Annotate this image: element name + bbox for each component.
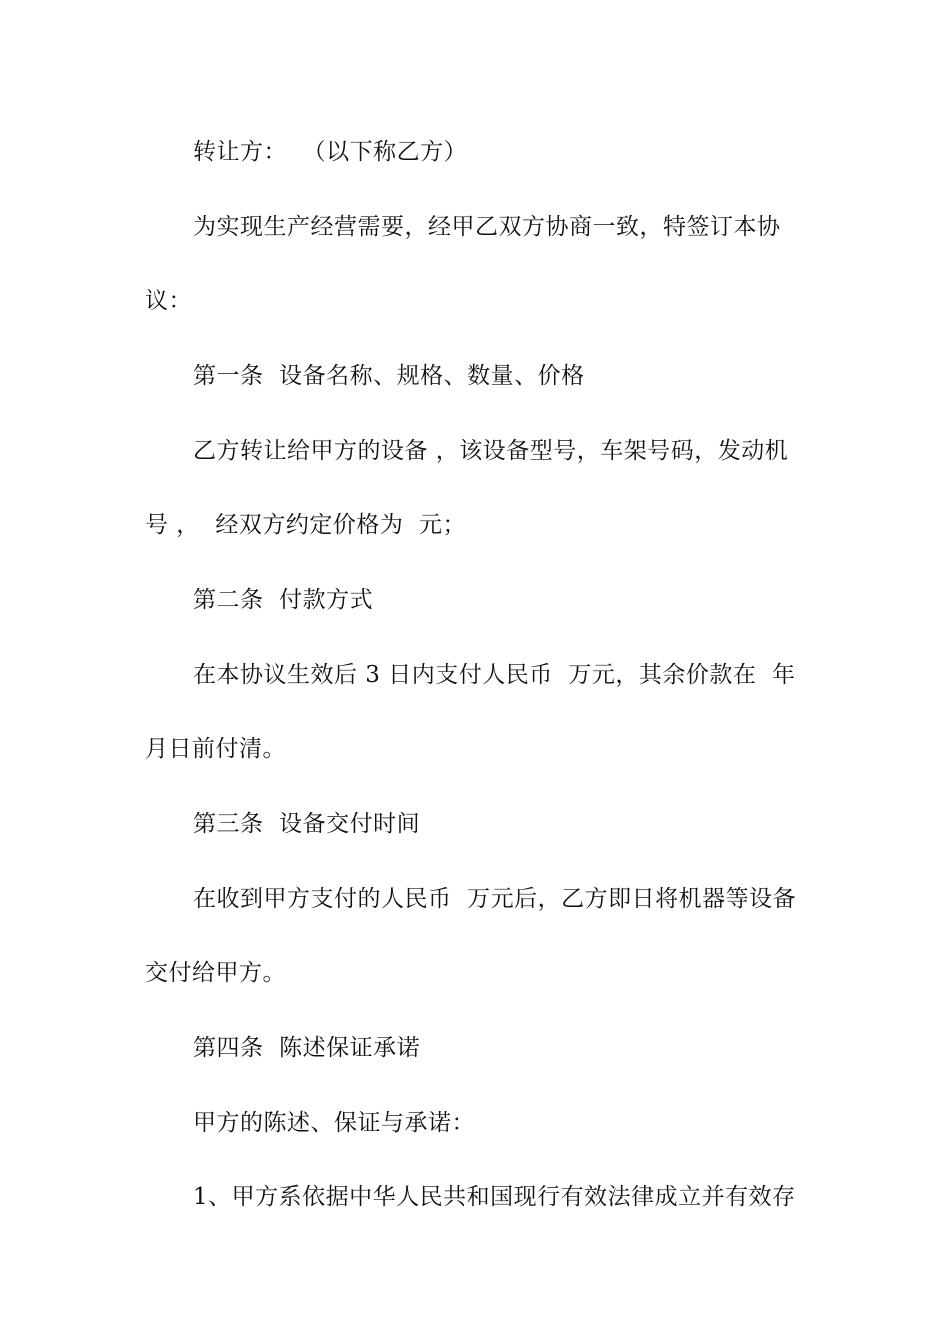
article-3-text-line-1: 在收到甲方支付的人民币 万元后，乙方即日将机器等设备 xyxy=(193,886,797,912)
article-2-heading: 第二条 付款方式 xyxy=(193,587,374,613)
article-1-text-line-1: 乙方转让给甲方的设备 ，该设备型号，车架号码，发动机 xyxy=(193,438,789,464)
article-3-heading: 第三条 设备交付时间 xyxy=(193,811,421,837)
preamble-line-1: 为实现生产经营需要，经甲乙双方协商一致，特签订本协 xyxy=(193,214,781,240)
transferor-line: 转让方： （以下称乙方） xyxy=(193,139,468,165)
article-2-text-line-1: 在本协议生效后 3 日内支付人民币 万元，其余价款在 年 xyxy=(193,662,796,688)
article-1-text-line-2: 号 ， 经双方约定价格为 元； xyxy=(145,512,467,538)
article-3-text-line-2: 交付给甲方。 xyxy=(145,960,286,986)
article-4-heading: 第四条 陈述保证承诺 xyxy=(193,1035,421,1061)
article-2-text-line-2: 月日前付清。 xyxy=(145,736,286,762)
article-1-heading: 第一条 设备名称、规格、数量、价格 xyxy=(193,363,585,389)
article-4-item-1: 1、甲方系依据中华人民共和国现行有效法律成立并有效存 xyxy=(193,1184,796,1210)
preamble-line-2: 议： xyxy=(145,288,192,314)
article-4-subheading: 甲方的陈述、保证与承诺： xyxy=(193,1110,475,1136)
